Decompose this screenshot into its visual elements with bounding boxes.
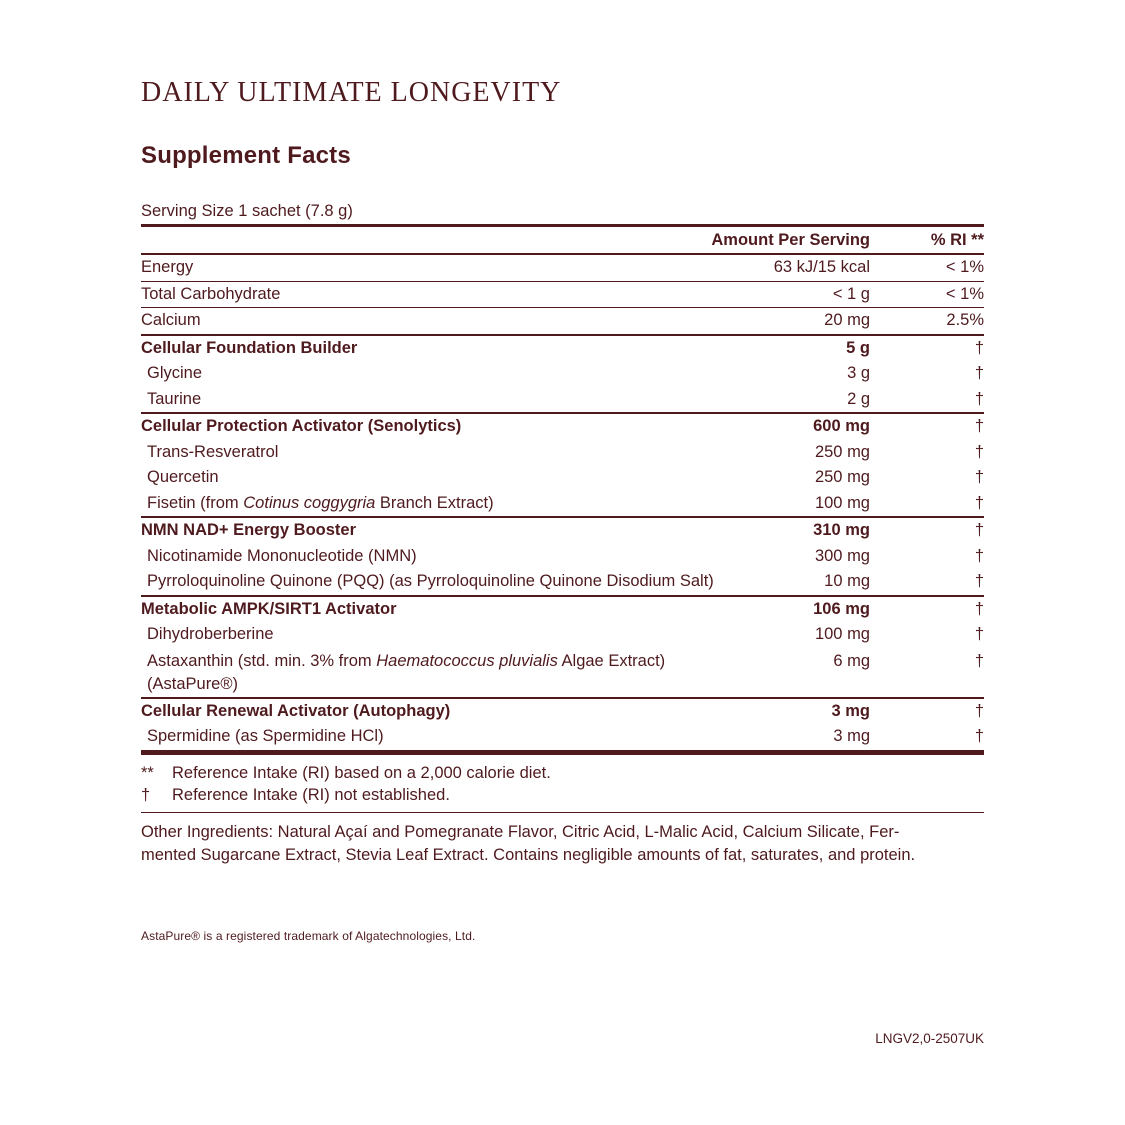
nutrient-name-line-1 — [147, 650, 720, 674]
nutrient-name: Cellular Protection Activator (Senolytics) — [141, 417, 462, 435]
nutrient-name: Quercetin — [147, 468, 219, 486]
table-row — [141, 361, 984, 387]
other-ingredients-line-1: Other Ingredients: Natural Açaí and Pomegranate Flavor, Citric Acid, L-Malic Acid, Calcium Silicate, Fer- — [141, 822, 900, 841]
nutrient-name: Dihydroberberine — [147, 625, 274, 643]
nutrient-name: Energy — [141, 258, 194, 276]
nutrient-ri: † — [974, 389, 984, 408]
nutrient-name: Pyrroloquinoline Quinone (PQQ) (as Pyrroloquinoline Quinone Disodium Salt) — [147, 572, 714, 590]
nutrient-amount: 3 mg — [833, 727, 870, 745]
other-ingredients — [141, 813, 984, 868]
label-sheet — [141, 0, 984, 943]
nutrient-ri: † — [974, 651, 984, 670]
table-row — [141, 255, 984, 282]
nutrient-name: Trans-Resveratrol — [147, 442, 279, 461]
table-row — [141, 724, 984, 755]
product-code: LNGV2,0-2507UK — [875, 1031, 984, 1046]
nutrient-amount: 2 g — [847, 389, 870, 408]
nutrient-ri: † — [974, 572, 984, 590]
nutrient-name: Metabolic AMPK/SIRT1 Activator — [141, 599, 397, 618]
footnote-symbol: ** — [141, 763, 154, 782]
nutrient-ri: † — [974, 546, 984, 565]
latin-name-italic: Haematococcus pluvialis — [376, 651, 558, 670]
nutrient-name: Cellular Renewal Activator (Autophagy) — [141, 701, 451, 720]
nutrient-amount: 106 mg — [813, 599, 870, 618]
nutrient-ri: † — [974, 599, 984, 618]
footnote-text: Reference Intake (RI) not established. — [172, 785, 450, 804]
nutrient-name — [141, 648, 720, 697]
nutrient-amount: 10 mg — [824, 572, 870, 590]
table-row — [141, 282, 984, 309]
table-row — [141, 414, 984, 440]
table-row — [141, 336, 984, 362]
nutrient-name — [141, 491, 720, 517]
nutrient-amount: 250 mg — [814, 442, 870, 461]
nutrient-name: Cellular Foundation Builder — [141, 338, 358, 357]
nutrient-name: Nicotinamide Mononucleotide (NMN) — [147, 546, 417, 565]
nutrient-ri: < 1% — [945, 284, 984, 303]
nutrient-name-text: Branch Extract) — [375, 493, 494, 512]
nutrient-ri: † — [974, 468, 984, 486]
table-body — [141, 255, 984, 755]
nutrient-amount: 600 mg — [813, 417, 870, 435]
nutrient-amount: 100 mg — [814, 493, 870, 512]
table-row — [141, 465, 984, 491]
header-amount-per-serving: Amount Per Serving — [711, 231, 870, 249]
serving-size: Serving Size 1 sachet (7.8 g) — [141, 202, 984, 227]
nutrient-ri: † — [974, 493, 984, 512]
footnote-row — [141, 762, 984, 784]
nutrient-ri: † — [974, 625, 984, 643]
nutrient-ri: † — [974, 727, 984, 745]
nutrient-amount: 310 mg — [813, 521, 870, 539]
footnote-row — [141, 784, 984, 806]
table-row — [141, 569, 984, 597]
nutrient-amount: 3 mg — [831, 701, 870, 720]
table-row — [141, 597, 984, 623]
nutrient-amount: 300 mg — [814, 546, 870, 565]
nutrient-amount: 63 kJ/15 kcal — [773, 258, 870, 276]
nutrient-name: Spermidine (as Spermidine HCl) — [147, 727, 384, 745]
nutrient-amount: 3 g — [847, 364, 870, 382]
nutrient-amount: < 1 g — [832, 284, 870, 303]
table-header-row — [141, 227, 984, 255]
supplement-facts-heading: Supplement Facts — [141, 142, 351, 169]
nutrient-name-text: Algae Extract) — [557, 651, 666, 670]
nutrient-name: Taurine — [147, 389, 202, 408]
nutrient-ri: 2.5% — [946, 311, 984, 329]
nutrient-name: Glycine — [147, 364, 203, 382]
nutrient-amount: 6 mg — [833, 651, 870, 670]
nutrient-name: Calcium — [141, 311, 201, 329]
table-row — [141, 491, 984, 519]
nutrient-name-text: Astaxanthin (std. min. 3% from — [147, 651, 377, 670]
nutrient-ri: † — [974, 521, 984, 539]
nutrient-name: NMN NAD+ Energy Booster — [141, 521, 356, 539]
nutrient-amount: 250 mg — [814, 468, 870, 486]
other-ingredients-line-2: mented Sugarcane Extract, Stevia Leaf Extract. Contains negligible amounts of fat, saturates, and protein. — [141, 846, 916, 864]
footnote-text: Reference Intake (RI) based on a 2,000 calorie diet. — [172, 763, 551, 782]
nutrient-ri: † — [974, 701, 984, 720]
footnote-symbol: † — [141, 785, 151, 804]
table-row — [141, 622, 984, 648]
nutrient-ri: † — [974, 442, 984, 461]
trademark-note: AstaPure® is a registered trademark of Algatechnologies, Ltd. — [141, 928, 476, 943]
header-percent-ri: % RI ** — [930, 231, 984, 249]
product-title: DAILY ULTIMATE LONGEVITY — [141, 77, 562, 108]
table-row — [141, 544, 984, 570]
latin-name-italic: Cotinus coggygria — [243, 493, 376, 512]
supplement-facts-table — [141, 227, 984, 755]
nutrient-amount: 20 mg — [824, 311, 870, 329]
nutrient-ri: † — [974, 338, 984, 357]
table-row — [141, 648, 984, 699]
nutrient-ri: † — [974, 364, 984, 382]
table-row — [141, 518, 984, 544]
table-row — [141, 440, 984, 466]
table-row — [141, 699, 984, 725]
nutrient-name: Total Carbohydrate — [141, 284, 281, 303]
nutrient-ri: < 1% — [945, 258, 984, 276]
nutrient-amount: 5 g — [846, 338, 870, 357]
table-row — [141, 387, 984, 415]
nutrient-ri: † — [974, 417, 984, 435]
nutrient-amount: 100 mg — [814, 625, 870, 643]
footnotes — [141, 755, 984, 813]
nutrient-name-text: Fisetin (from — [147, 493, 244, 512]
nutrient-name-line-2: (AstaPure®) — [147, 675, 239, 693]
table-row — [141, 308, 984, 336]
